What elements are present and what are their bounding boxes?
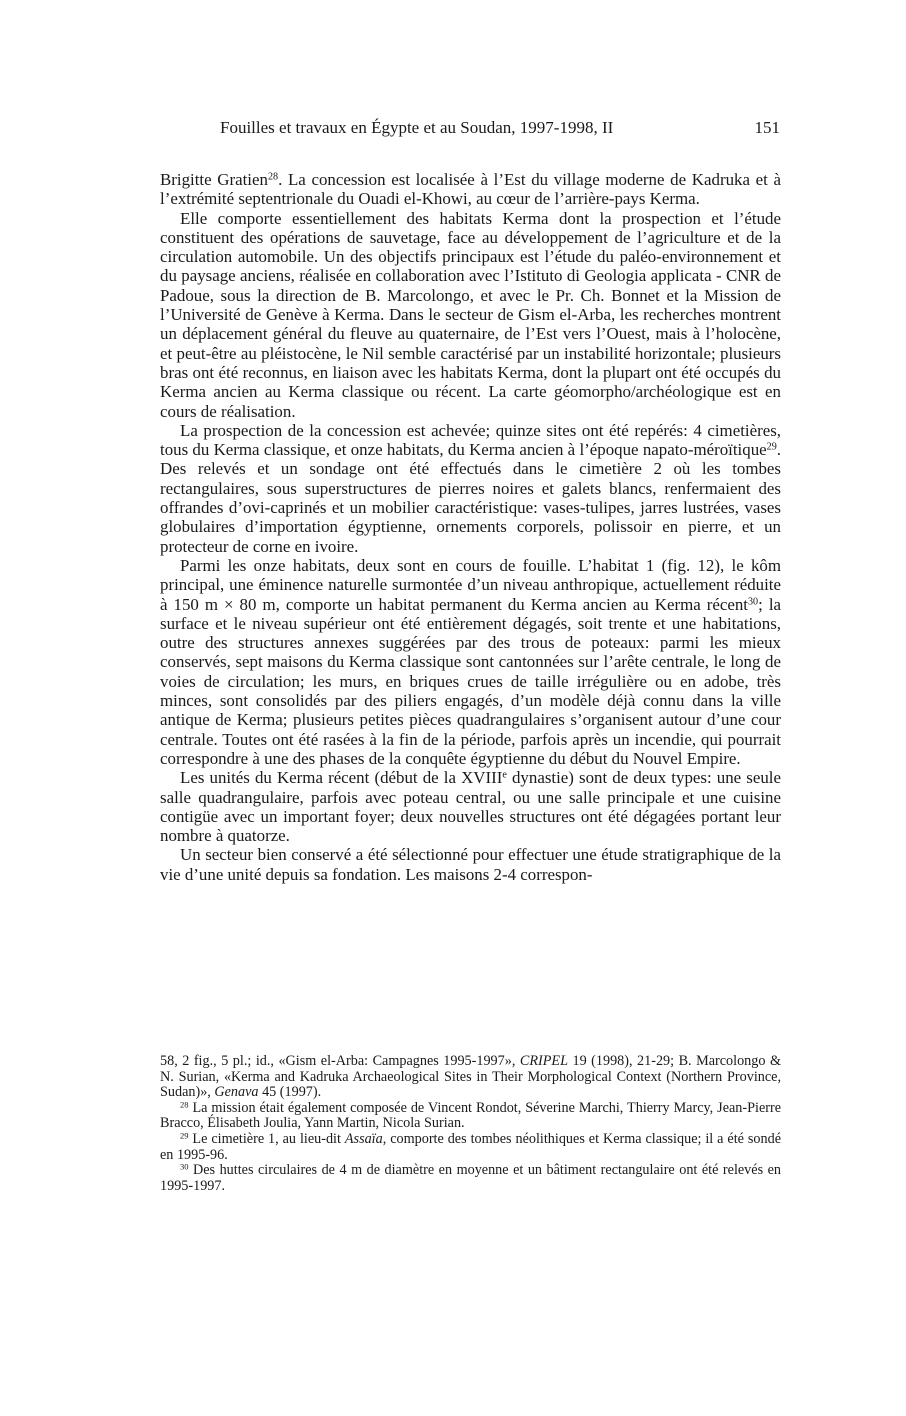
paragraph-6: Un secteur bien conservé a été sélectionné pour effectuer une étude stratigraphique de la vie d’une unité depuis sa fondation. Les maisons 2-4 correspon-: [160, 845, 781, 884]
footnote-ref-28: 28: [267, 171, 279, 183]
footnote-text: Des huttes circulaires de 4 m de diamètre en moyenne et un bâtiment rectangulaire ont été relevés en 1995-1997.: [160, 1162, 781, 1194]
journal-title: Genava: [214, 1084, 259, 1101]
paragraph-1: [160, 170, 781, 209]
footnote-text: Le cimetière 1, au lieu-dit: [188, 1130, 345, 1147]
footnote-ref-29: 29: [766, 441, 777, 453]
footnote-continuation: [160, 1054, 781, 1101]
running-header: [160, 118, 780, 142]
text-run: . Des relevés et un sondage ont été effectués dans le cimetière 2 où les tombes rectangulaires, sous superstructures de pierres noires et galets blancs, renfermaient des offrandes d’ovi-caprinés et un mobilier caractéristique: vases-tulipes, jarres lustrées, vases globulaires d’importation égyptienne, ornements corporels, polissoir en pierre, et un protecteur de corne en ivoire.: [160, 440, 781, 556]
place-name: Assaïa: [344, 1130, 383, 1147]
text-run: 19 (1998), 21-29; B. Marcolongo & N. Surian, «Kerma and Kadruka Archaeological Sites in Their Morphological Context (Northern Province, Sudan)»,: [160, 1053, 781, 1101]
text-run: 45 (1997).: [258, 1084, 322, 1101]
footnote-text: , comporte des tombes néolithiques et Kerma classique; il a été sondé en 1995-96.: [160, 1130, 781, 1163]
text-run: 58, 2 fig., 5 pl.; id., «Gism el-Arba: Campagnes 1995-1997»,: [160, 1053, 520, 1069]
text-run: ; la surface et le niveau supérieur ont été entièrement dégagés, soit trente et une habitations, outre des structures annexes suggérées par des trous de poteaux: parmi les mieux conservés, sept maisons du Kerma classique sont cantonnées sur l’arête centrale, le long de voies de circulation; les murs, en briques crues de taille irrégulière ou en adobe, très minces, sont consolidés par des piliers engagés, d’un modèle déjà connu dans la ville antique de Kerma; plusieurs petites pièces quadrangulaires s’organisent autour d’une cour centrale. Toutes ont été rasées à la fin de la période, parfois après un incendie, qui pourrait correspondre à une des phases de la conquête égyptienne du début du Nouvel Empire.: [160, 594, 782, 768]
paragraph-3: [160, 421, 781, 556]
footnotes: [160, 1054, 781, 1194]
text-run: Brigitte Gratien: [160, 170, 268, 189]
page-number: 151: [754, 118, 780, 137]
paragraph-5: [160, 768, 781, 845]
text-run: . La concession est localisée à l’Est du village moderne de Kadruka et à l’extrémité septentrionale du Ouadi el-Khowi, au cœur de l’arrière-pays Kerma.: [160, 170, 781, 209]
paragraph-2: Elle comporte essentiellement des habitats Kerma dont la prospection et l’étude constituent des opérations de sauvetage, face au développement de l’agriculture et de la circulation automobile. Un des objectifs principaux est l’étude du paléo-environnement et du paysage anciens, réalisée en collaboration avec l’Istituto di Geologia applicata - CNR de Padoue, sous la direction de B. Marcolongo, et avec le Pr. Ch. Bonnet et la Mission de l’Université de Genève à Kerma. Dans le secteur de Gism el-Arba, les recherches montrent un déplacement général du fleuve au quaternaire, de l’Est vers l’Ouest, mais à l’holocène, et peut-être au pléistocène, le Nil semble caractérisé par un instabilité horizontale; plusieurs bras ont été reconnus, en liaison avec les habitats Kerma, dont la plupart ont été occupés du Kerma ancien au Kerma classique ou récent. La carte géomorpho/archéologique est en cours de réalisation.: [160, 208, 781, 421]
footnote-28: [160, 1101, 781, 1132]
text-run: Les unités du Kerma récent (début de la XVIII: [180, 768, 503, 788]
paragraph-4: [160, 556, 781, 768]
footnote-text: La mission était également composée de Vincent Rondot, Séverine Marchi, Thierry Marcy, Jean-Pierre Bracco, Élisabeth Joulia, Yann Martin, Nicola Surian.: [160, 1099, 781, 1132]
main-text: [160, 170, 781, 884]
footnote-number: 28: [180, 1099, 189, 1110]
footnote-number: 30: [180, 1161, 189, 1172]
text-run: Parmi les onze habitats, deux sont en cours de fouille. L’habitat 1 (fig. 12), le kôm principal, une éminence naturelle surmontée d’un niveau anthropique, actuellement réduite à 150 m × 80 m, comporte un habitat permanent du Kerma ancien au Kerma récent: [160, 555, 781, 614]
superscript-e: e: [502, 769, 507, 781]
footnote-29: [160, 1132, 781, 1163]
running-title: Fouilles et travaux en Égypte et au Soudan, 1997-1998, II: [220, 118, 614, 137]
footnote-ref-30: 30: [747, 595, 759, 607]
text-run: La prospection de la concession est achevée; quinze sites ont été repérés: 4 cimetières, tous du Kerma classique, et onze habitats, du Kerma ancien à l’époque napato-méroïtique: [160, 420, 781, 460]
text-run: dynastie) sont de deux types: une seule salle quadrangulaire, parfois avec poteau central, ou une salle principale et une cuisine contigüe avec un important foyer; deux nouvelles structures ont été dégagées portant leur nombre à quatorze.: [160, 768, 781, 846]
footnote-30: [160, 1163, 781, 1194]
journal-title: CRIPEL: [519, 1053, 568, 1069]
footnote-number: 29: [180, 1130, 189, 1141]
